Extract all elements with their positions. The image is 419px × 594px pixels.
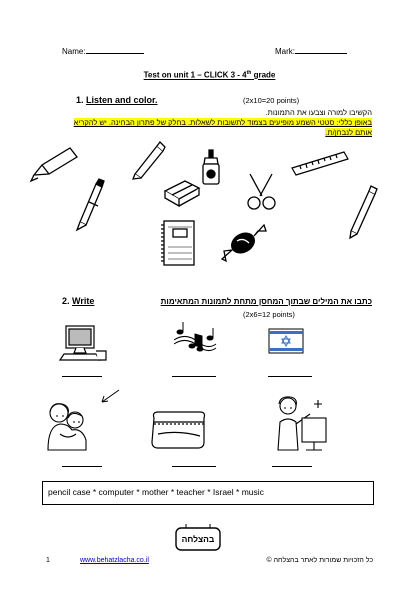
israel-flag-icon [268,328,304,354]
answer-line-pencil-case[interactable] [172,466,216,467]
notebook-icon [160,219,198,267]
name-field[interactable] [62,47,144,56]
scissors-icon [244,172,278,212]
arrow-icon [99,388,121,404]
q2-number: 2. [62,296,70,306]
q2-points: (2x6=12 points) [243,310,295,319]
pencil-icon [130,140,166,180]
q1-title: Listen and color. [86,95,158,105]
teacher-icon [270,394,330,454]
word-bank-text: pencil case * computer * mother * teacher * Israel * music [48,487,264,497]
answer-line-computer[interactable] [62,376,102,377]
q1-hebrew-instruction: הקשיבו למורה וצבעו את התמונות. [265,108,372,117]
q1-points: (2x10=20 points) [243,96,300,105]
glue-icon [200,148,222,186]
answer-line-mother[interactable] [62,466,102,467]
name-label: Name: [62,47,86,56]
music-notes-icon [172,320,218,358]
logo [174,524,222,554]
mark-label: Mark: [275,47,295,56]
q1-hebrew-note: באופן כללי: סטטי השמע מופיעים בצמוד לתשובות לשאלות. בחלק של פתרון הבחינה. יש להקריא אותם לנבחן/ת. [73,118,372,137]
q1-number: 1. [76,95,84,105]
eraser-icon [162,178,202,208]
pencil-case-icon [148,408,208,450]
q2-heading [62,296,94,306]
mother-child-icon [42,400,92,454]
answer-line-israel[interactable] [268,376,312,377]
q1-heading [76,95,158,105]
word-bank-box [42,481,374,505]
logo-text: בהצלחה [181,534,215,544]
mark-field[interactable] [275,47,347,56]
q2-hebrew-instruction: כתבו את המילים שבתוך המחסן מתחת לתמונות המתאימות [160,297,372,306]
q2-title: Write [72,296,95,306]
answer-line-teacher[interactable] [272,466,312,467]
answer-line-music[interactable] [172,376,216,377]
copyright: כל הזכויות שמורות לאתר בהצלחה © [266,557,373,564]
candy-icon [218,223,268,263]
page-number: 1 [46,557,50,564]
computer-icon [62,324,108,362]
pencil-2-icon [345,185,379,239]
website-link[interactable]: www.behatzlacha.co.il [80,557,149,564]
marker-icon [30,143,80,183]
ruler-icon [290,150,350,176]
pen-icon [72,178,106,232]
page-title: Test on unit 1 – CLICK 3 - 4th grade [143,70,276,80]
